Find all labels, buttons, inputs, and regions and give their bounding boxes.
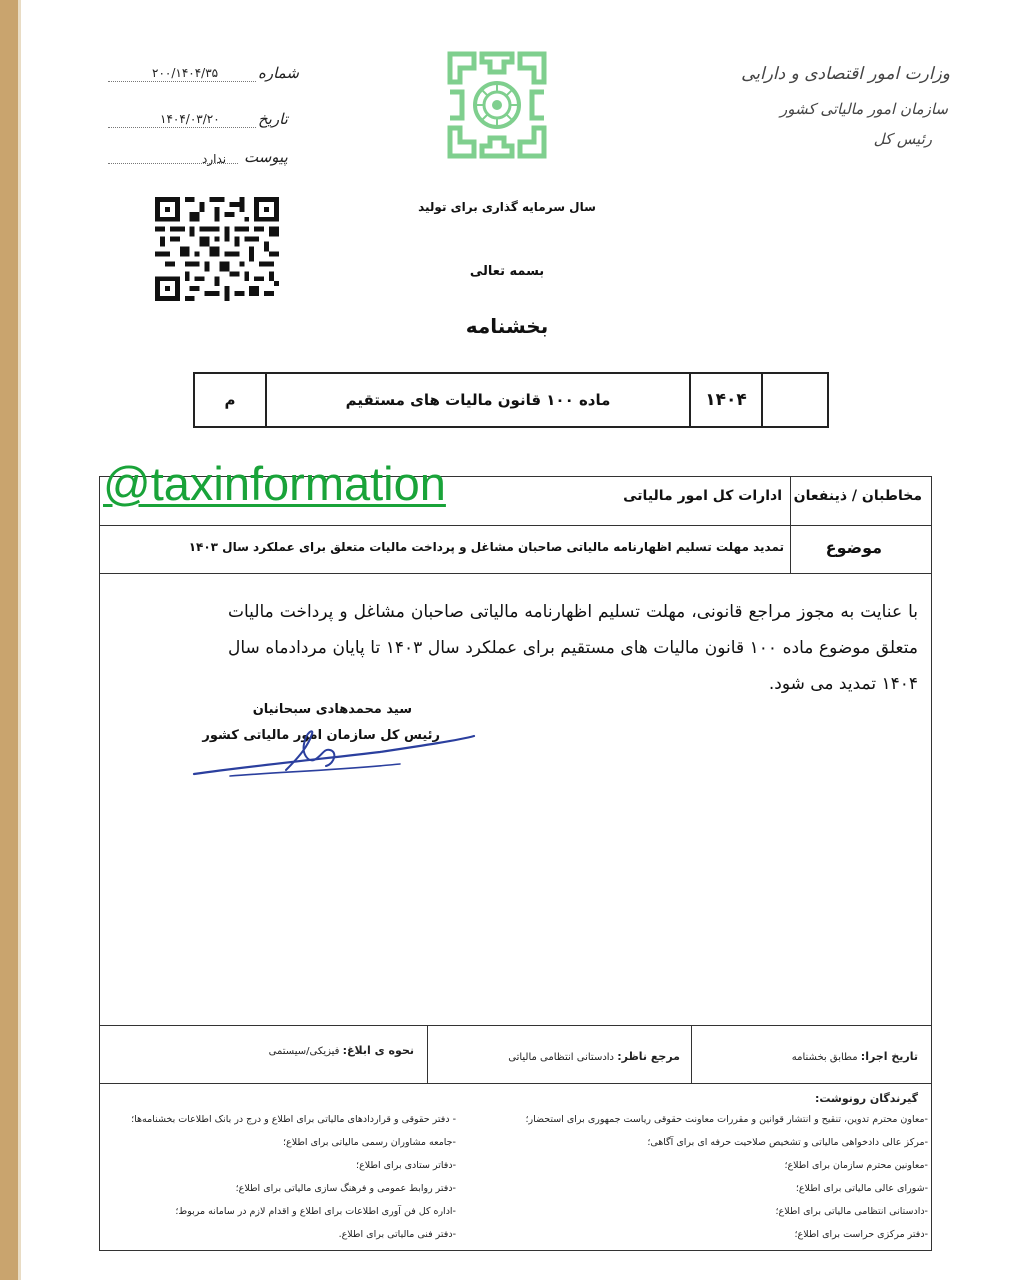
notification-method-label: نحوه ی ابلاغ:	[342, 1044, 414, 1057]
recipients-label: مخاطبان / ذینفعان	[793, 488, 922, 504]
row-divider-2	[99, 573, 932, 574]
handwritten-signature	[190, 726, 480, 782]
row-divider-1	[99, 525, 932, 526]
signatory-title: رئیس کل سازمان امور مالیاتی کشور	[202, 728, 440, 743]
paper-edge-line	[18, 0, 21, 1280]
date-line	[108, 126, 256, 128]
watermark-handle: @taxinformation	[103, 457, 446, 510]
attachment-label: پیوست	[244, 148, 288, 166]
paper-edge	[0, 0, 18, 1280]
notification-method-value: فیزیکی/سیستمی	[268, 1046, 340, 1057]
cc-left-item: -اداره کل فن آوری اطلاعات برای اطلاع و اقدام لازم در سامانه مربوط؛	[175, 1206, 456, 1217]
title-box-blank	[763, 374, 827, 426]
cc-right-item: -دفتر مرکزی حراست برای اطلاع؛	[794, 1229, 928, 1240]
title-box-law: ماده ۱۰۰ قانون مالیات های مستقیم	[267, 374, 691, 426]
subject-value: تمدید مهلت تسلیم اظهارنامه مالیاتی صاحبان مشاغل و پرداخت مالیات متعلق برای عملکرد سال ۱۴۰۳	[188, 540, 784, 554]
cc-left-item: -دفتر روابط عمومی و فرهنگ سازی مالیاتی برای اطلاع؛	[235, 1183, 456, 1194]
title-box-code: م	[195, 374, 267, 426]
cc-right-list	[480, 1108, 928, 1246]
recipients-value: ادارات کل امور مالیاتی	[623, 488, 782, 504]
title-box	[193, 372, 829, 428]
ministry-name: وزارت امور اقتصادی و دارایی	[741, 64, 950, 84]
date-label: تاریخ	[258, 110, 288, 128]
footer-divider-2	[691, 1025, 692, 1083]
title-box-year: ۱۴۰۴	[691, 374, 763, 426]
signatory-name: سید محمدهادی سبحانیان	[252, 702, 412, 717]
cc-left-item: - دفتر حقوقی و قراردادهای مالیاتی برای اطلاع و درج در بانک اطلاعات بخشنامه‌ها؛	[131, 1114, 456, 1125]
cc-title: گیرندگان رونوشت:	[814, 1092, 918, 1105]
supervising-authority	[436, 1050, 680, 1063]
footer-divider-1	[427, 1025, 428, 1083]
cc-right-item: -شورای عالی مالیاتی برای اطلاع؛	[795, 1183, 928, 1194]
bismillah: بسمه تعالی	[469, 264, 545, 279]
number-value: ۲۰۰/۱۴۰۴/۳۵	[152, 66, 219, 80]
slogan: سال سرمایه گذاری برای تولید	[418, 200, 596, 214]
cc-right-item: -مرکز عالی دادخواهی مالیاتی و تشخیص صلاحیت حرفه ای برای آگاهی؛	[647, 1137, 928, 1148]
head-title: رئیس کل	[873, 130, 932, 148]
cc-left-item: -دفاتر ستادی برای اطلاع؛	[356, 1160, 456, 1171]
number-label: شماره	[258, 64, 299, 82]
organization-name: سازمان امور مالیاتی کشور	[780, 100, 948, 118]
notification-method	[190, 1044, 414, 1057]
cc-left-list	[104, 1108, 456, 1246]
qr-code	[155, 196, 279, 302]
cc-left-item: -جامعه مشاوران رسمی مالیاتی برای اطلاع؛	[283, 1137, 456, 1148]
body-paragraph: با عنایت به مجوز مراجع قانونی، مهلت تسلیم اظهارنامه مالیاتی صاحبان مشاغل و پرداخت مالیات متعلق موضوع ماده ۱۰۰ قانون مالیات های مستقیم برای عملکرد سال ۱۴۰۳ تا پایان مردادماه سال ۱۴۰۴ تمدید می شود.	[228, 602, 918, 694]
execution-date-value: مطابق بخشنامه	[791, 1052, 858, 1063]
row-divider-4	[99, 1083, 932, 1084]
label-column-divider	[790, 476, 791, 573]
tax-organization-emblem	[444, 48, 550, 162]
supervising-authority-value: دادستانی انتظامی مالیاتی	[508, 1052, 615, 1063]
subject-label: موضوع	[825, 538, 882, 557]
document-type: بخشنامه	[465, 314, 549, 338]
number-line	[108, 80, 256, 82]
execution-date-label: تاریخ اجرا:	[860, 1050, 918, 1063]
supervising-authority-label: مرجع ناظر:	[617, 1050, 680, 1063]
row-divider-3	[99, 1025, 932, 1026]
cc-right-item: -معاون محترم تدوین، تنقیح و انتشار قوانین و مقررات معاونت حقوقی ریاست جمهوری برای استحضار؛	[525, 1114, 928, 1125]
date-value: ۱۴۰۴/۰۳/۲۰	[160, 112, 220, 126]
cc-right-item: -دادستانی انتظامی مالیاتی برای اطلاع؛	[775, 1206, 928, 1217]
cc-left-item: -دفتر فنی مالیاتی برای اطلاع.	[338, 1229, 456, 1240]
attachment-value: ندارد	[202, 152, 227, 166]
execution-date	[700, 1050, 918, 1063]
cc-right-item: -معاونین محترم سازمان برای اطلاع؛	[784, 1160, 928, 1171]
